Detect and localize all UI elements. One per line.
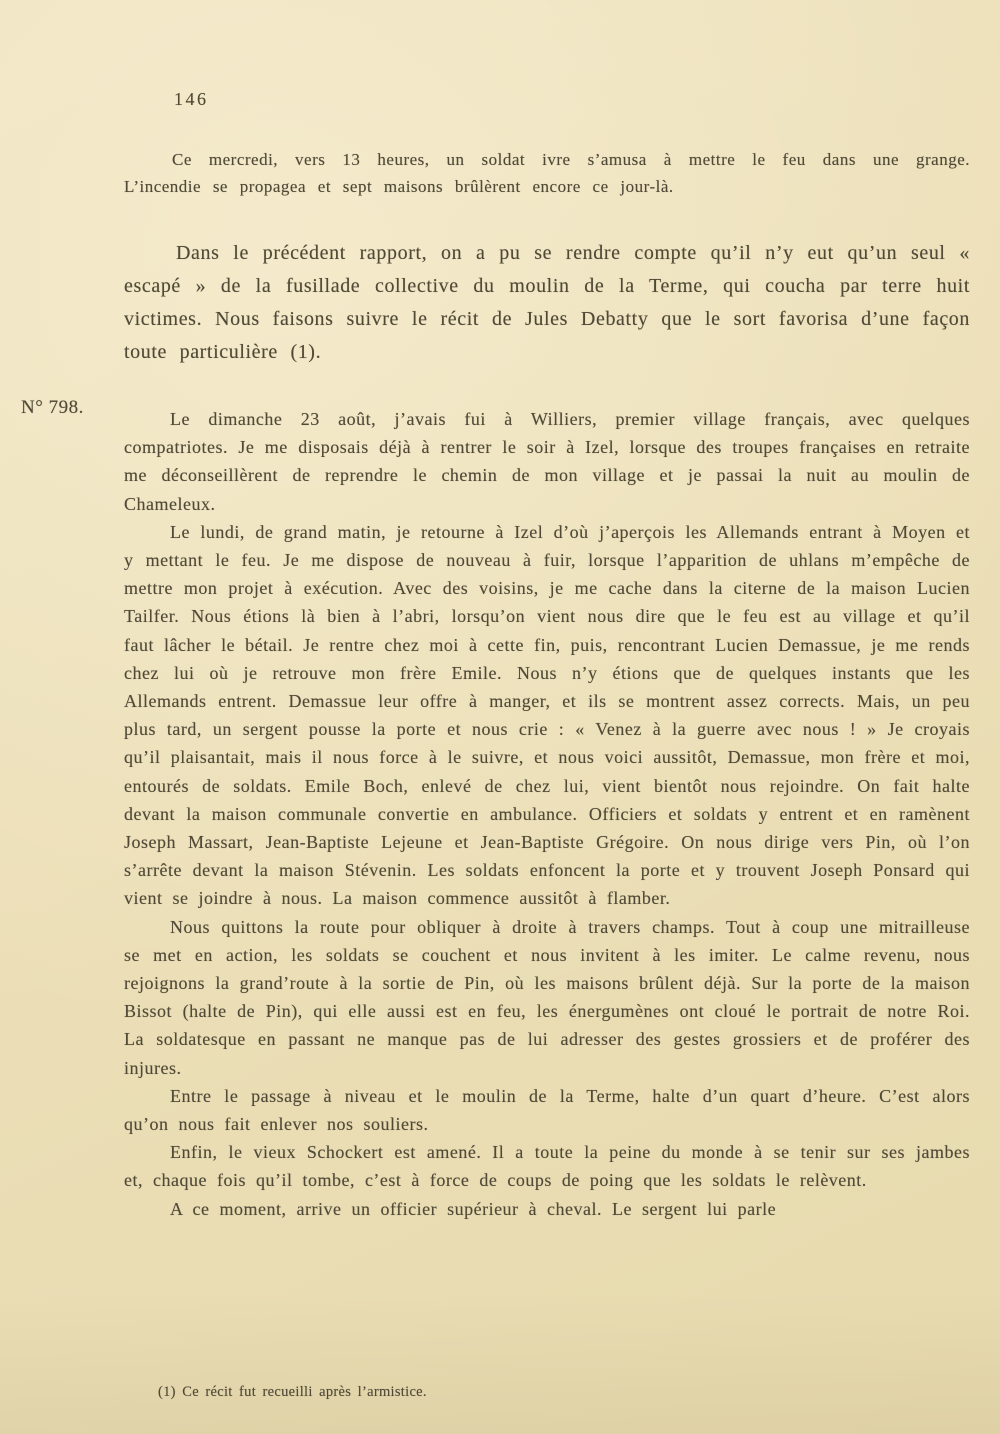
testimony-block [124, 405, 970, 1223]
paragraph-intro-report: Dans le précédent rapport, on a pu se rendre compte qu’il n’y eut qu’un seul « escapé » de la fusillade collective du moulin de la Terme, qui coucha par terre huit victimes. Nous faisons suivre le récit de Jules Debatty que le sort favorisa d’une façon toute particulière (1). [124, 242, 970, 363]
testimony-paragraph-1: Le dimanche 23 août, j’avais fui à Williers, premier village français, avec quelques compatriotes. Je me disposais déjà à rentrer le soir à Izel, lorsque des troupes françaises en retraite me déconseillèrent de reprendre le chemin de mon village et je passai la nuit au moulin de Chameleux. [124, 409, 970, 514]
testimony-paragraph-3: Nous quittons la route pour obliquer à droite à travers champs. Tout à coup une mitrailleuse se met en action, les soldats se couchent et nous invitent à les imiter. Le calme revenu, nous rejoignons la grand’route à la sortie de Pin, où les maisons brûlent déjà. Sur la porte de la maison Bissot (halte de Pin), qui elle aussi est en feu, les énergumènes ont cloué le portrait de notre Roi. La soldatesque en passant ne manque pas de lui adresser des gestes grossiers et de proférer des injures. [124, 916, 970, 1078]
margin-note-report-number: N° 798. [21, 397, 84, 418]
testimony-paragraph-4: Entre le passage à niveau et le moulin de la Terme, halte d’un quart d’heure. C’est alors qu’on nous fait enlever nos souliers. [124, 1085, 970, 1135]
testimony-paragraph-2: Le lundi, de grand matin, je retourne à Izel d’où j’aperçois les Allemands entrant à Moyen et y mettant le feu. Je me dispose de nouveau à fuir, lorsque l’apparition de uhlans m’empêche de mettre mon projet à exécution. Avec des voisins, je me cache dans la citerne de la maison Lucien Tailfer. Nous étions là bien à l’abri, lorsqu’on vient nous dire que le feu est au village et qu’il faut lâcher le bétail. Je rentre chez moi à cette fin, puis, rencontrant Lucien Demassue, je me rends chez lui où je retrouve mon frère Emile. Nous n’y étions que de quelques instants que les Allemands entrent. Demassue leur offre à manger, et ils se montrent assez corrects. Mais, un peu plus tard, un sergent pousse la porte et nous crie : « Venez à la guerre avec nous ! » Je croyais qu’il plaisantait, mais il nous force à le suivre, et nous voici aussitôt, Demassue, mon frère et moi, entourés de soldats. Emile Boch, enlevé de chez lui, vient bientôt nous rejoindre. On fait halte devant la maison communale convertie en ambulance. Officiers et soldats y entrent et en ramènent Joseph Massart, Jean-Baptiste Lejeune et Jean-Baptiste Grégoire. On nous dirige vers Pin, où l’on s’arrête devant la maison Stévenin. Les soldats enfoncent la porte et y trouvent Joseph Ponsard qui vient se joindre à nous. La maison commence aussitôt à flamber. [124, 521, 970, 909]
paragraph-intro-incident: Ce mercredi, vers 13 heures, un soldat ivre s’amusa à mettre le feu dans une grange. L’incendie se propagea et sept maisons brûlèrent encore ce jour-là. [124, 150, 970, 196]
footnote: (1) Ce récit fut recueilli après l’armistice. [158, 1384, 427, 1400]
text-column [124, 146, 970, 1223]
page-number: 146 [174, 89, 209, 109]
testimony-paragraph-5: Enfin, le vieux Schockert est amené. Il a toute la peine du monde à se tenir sur ses jambes et, chaque fois qu’il tombe, c’est à force de coups de poing que les soldats le relèvent. [124, 1142, 970, 1191]
testimony-paragraph-6: A ce moment, arrive un officier supérieur à cheval. Le sergent lui parle [170, 1198, 777, 1219]
